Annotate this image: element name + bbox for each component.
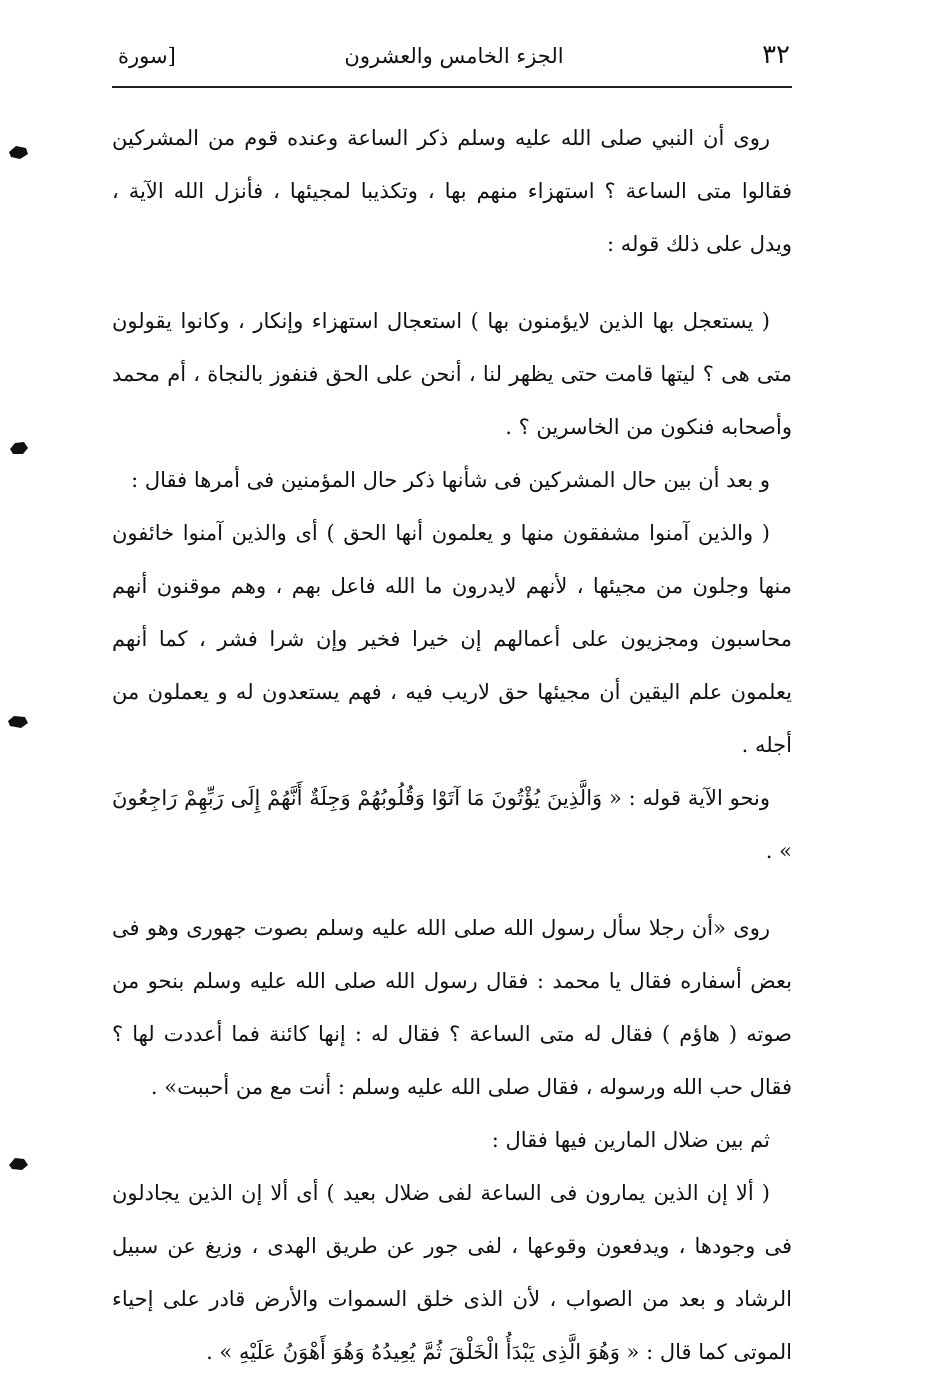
header-rule (112, 86, 792, 88)
running-title: الجزء الخامس والعشرون (344, 44, 564, 68)
page-number: ٣٢ (762, 40, 790, 70)
paragraph: ( ألا إن الذين يمارون فى الساعة لفى ضلال بعيد ) أى ألا إن الذين يجادلون فى وجودها ، ويدفعون وقوعها ، لفى جور عن طريق الهدى ، وزيغ عن سبيل الرشاد و بعد من الصواب ، لأن الذى خلق السموات والأرض قادر على إحياء الموتى كما قال : « وَهُوَ الَّذِى يَبْدَأُ الْخَلْقَ ثُمَّ يُعِيدُهُ وَهُوَ أَهْوَنُ عَلَيْهِ » . (112, 1181, 792, 1364)
paragraph: روى أن النبي صلى الله عليه وسلم ذكر الساعة وعنده قوم من المشركين فقالوا متى الساعة ؟ استهزاء منهم بها ، وتكذيبا لمجيئها ، فأنزل الله الآية ، ويدل على ذلك قوله : (112, 126, 792, 256)
surah-label: [سورة (118, 44, 176, 68)
paragraph: ( يستعجل بها الذين لايؤمنون بها ) استعجال استهزاء وإنكار ، وكانوا يقولون متى هى ؟ ليتها قامت حتى يظهر لنا ، أنحن على الحق فنفوز بالنجاة ، أم محمد وأصحابه فنكون من الخاسرين ؟ . (112, 309, 792, 439)
margin-ink-mark (6, 142, 30, 162)
page-body (112, 112, 792, 1379)
margin-ink-mark (6, 438, 30, 458)
paragraph: ونحو الآية قوله : « وَالَّذِينَ يُؤْتُونَ مَا آتَوْا وَقُلُوبُهُمْ وَجِلَةٌ أَنَّهُمْ إِلَى رَبِّهِمْ رَاجِعُونَ » . (112, 786, 792, 863)
margin-ink-mark (6, 712, 30, 732)
paragraph: روى «أن رجلا سأل رسول الله صلى الله عليه وسلم بصوت جهورى وهو فى بعض أسفاره فقال يا محمد : فقال رسول الله صلى الله عليه وسلم بنحو من صوته ( هاؤم ) فقال له متى الساعة ؟ فقال له : إنها كائنة فما أعددت لها ؟ فقال حب الله ورسوله ، فقال صلى الله عليه وسلم : أنت مع من أحببت» . (112, 916, 792, 1099)
page-header (118, 38, 790, 78)
margin-ink-mark (6, 1153, 30, 1173)
paragraph: ( والذين آمنوا مشفقون منها و يعلمون أنها الحق ) أى والذين آمنوا خائفون منها وجلون من مجيئها ، لأنهم لايدرون ما الله فاعل بهم ، وهم موقنون أنهم محاسبون ومجزيون على أعمالهم إن خيرا فخير وإن شرا فشر ، كما أنهم يعلمون علم اليقين أن مجيئها حق لاريب فيه ، فهم يستعدون له و يعملون من أجله . (112, 521, 792, 757)
paragraph: و بعد أن بين حال المشركين فى شأنها ذكر حال المؤمنين فى أمرها فقال : (131, 468, 770, 492)
paragraph: ثم بين ضلال المارين فيها فقال : (491, 1128, 770, 1152)
